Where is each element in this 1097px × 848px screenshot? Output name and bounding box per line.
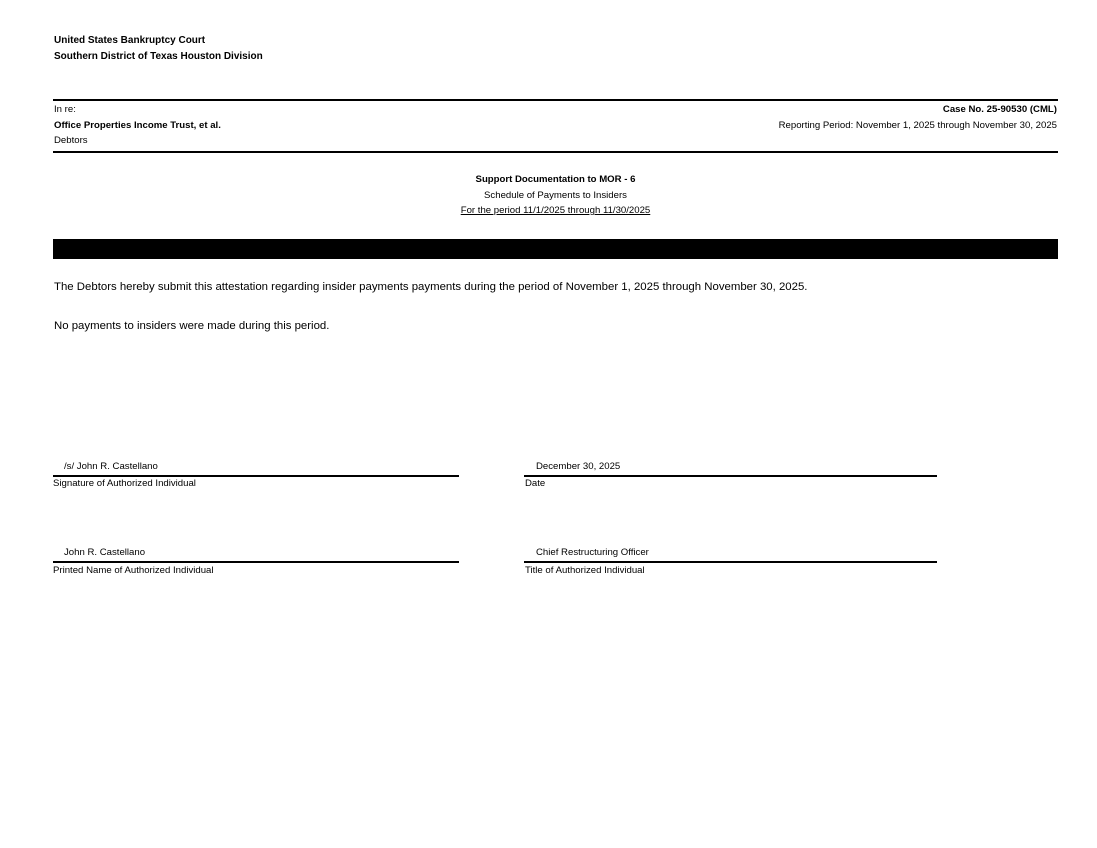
signature-line bbox=[53, 475, 459, 477]
court-name: United States Bankruptcy Court bbox=[54, 35, 206, 46]
reporting-period: Reporting Period: November 1, 2025 through November 30, 2025 bbox=[778, 119, 1057, 131]
debtor-name: Office Properties Income Trust, et al. bbox=[54, 119, 221, 131]
attestation-text: The Debtors hereby submit this attestation regarding insider payments payments during the period of November 1, 2025 through November 30, 2025. bbox=[54, 281, 808, 293]
case-number: Case No. 25-90530 (CML) bbox=[942, 104, 1057, 115]
date-label: Date bbox=[525, 478, 546, 489]
document-title-block bbox=[0, 172, 1097, 219]
signature-label: Signature of Authorized Individual bbox=[53, 478, 196, 489]
debtors-label: Debtors bbox=[54, 135, 88, 146]
printed-name-line bbox=[53, 561, 459, 563]
signature-value: /s/ John R. Castellano bbox=[64, 461, 158, 472]
court-district: Southern District of Texas Houston Division bbox=[54, 51, 263, 62]
title-label: Title of Authorized Individual bbox=[525, 565, 645, 576]
printed-name-label: Printed Name of Authorized Individual bbox=[53, 565, 214, 576]
case-info-block bbox=[779, 102, 1057, 133]
document-subtitle: Schedule of Payments to Insiders bbox=[484, 189, 627, 201]
date-line bbox=[524, 475, 937, 477]
no-payments-statement: No payments to insiders were made during this period. bbox=[54, 320, 330, 332]
court-header bbox=[54, 33, 263, 65]
section-divider-bar bbox=[53, 239, 1058, 259]
document-period: For the period 11/1/2025 through 11/30/2025 bbox=[460, 205, 651, 216]
date-value: December 30, 2025 bbox=[536, 461, 621, 472]
in-re-label: In re: bbox=[54, 104, 76, 115]
title-value: Chief Restructuring Officer bbox=[536, 547, 649, 558]
header-bottom-rule bbox=[53, 151, 1058, 153]
title-line bbox=[524, 561, 937, 563]
printed-name-value: John R. Castellano bbox=[64, 547, 146, 558]
document-title: Support Documentation to MOR - 6 bbox=[475, 174, 636, 185]
in-re-block bbox=[54, 102, 221, 149]
header-top-rule bbox=[53, 99, 1058, 101]
